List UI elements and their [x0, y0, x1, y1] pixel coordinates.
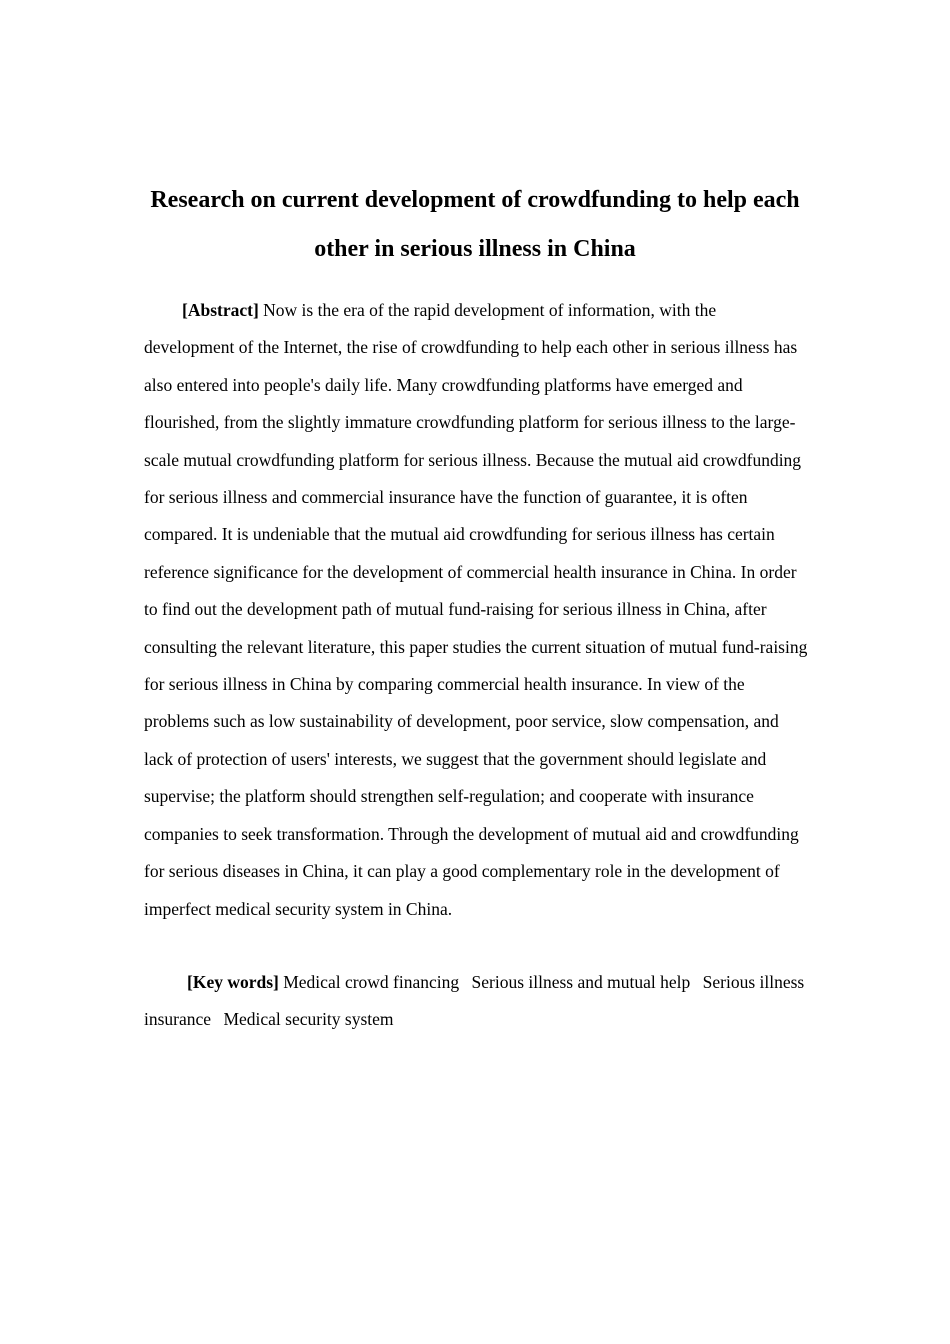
- keyword-item: Serious illness and mutual help: [471, 972, 691, 992]
- abstract-label: [Abstract]: [182, 300, 259, 320]
- keyword-item: Medical crowd financing: [283, 972, 460, 992]
- abstract-text: Now is the era of the rapid development of information, with the development of the Internet, the rise of crowdfunding to help each other in serious illness has also entered into people's daily life. Many crowdfunding platforms have emerged and flourished, from the slightly immature crowdfunding platform for serious illness to the large-scale mutual crowdfunding platform for serious illness. Because the mutual aid crowdfunding for serious illness and commercial insurance have the function of guarantee, it is often compared. It is undeniable that the mutual aid crowdfunding for serious illness has certain reference significance for the development of commercial health insurance in China. In order to find out the development path of mutual fund-raising for serious illness in China, after consulting the relevant literature, this paper studies the current situation of mutual fund-raising for serious illness in China by comparing commercial health insurance. In view of the problems such as low sustainability of development, poor service, slow compensation, and lack of protection of users' interests, we suggest that the government should legislate and supervise; the platform should strengthen self-regulation; and cooperate with insurance companies to seek transformation. Through the development of mutual aid and crowdfunding for serious diseases in China, it can play a good complementary role in the development of imperfect medical security system in China.: [144, 300, 808, 919]
- keywords-label: [Key words]: [187, 972, 279, 992]
- keyword-item: Serious illness insurance: [144, 972, 805, 1030]
- keyword-item: Medical security system: [223, 1009, 394, 1030]
- abstract-paragraph: [144, 292, 810, 928]
- keywords-paragraph: [144, 964, 810, 1039]
- paper-title: Research on current development of crowdfunding to help each other in serious illness in China: [150, 187, 800, 262]
